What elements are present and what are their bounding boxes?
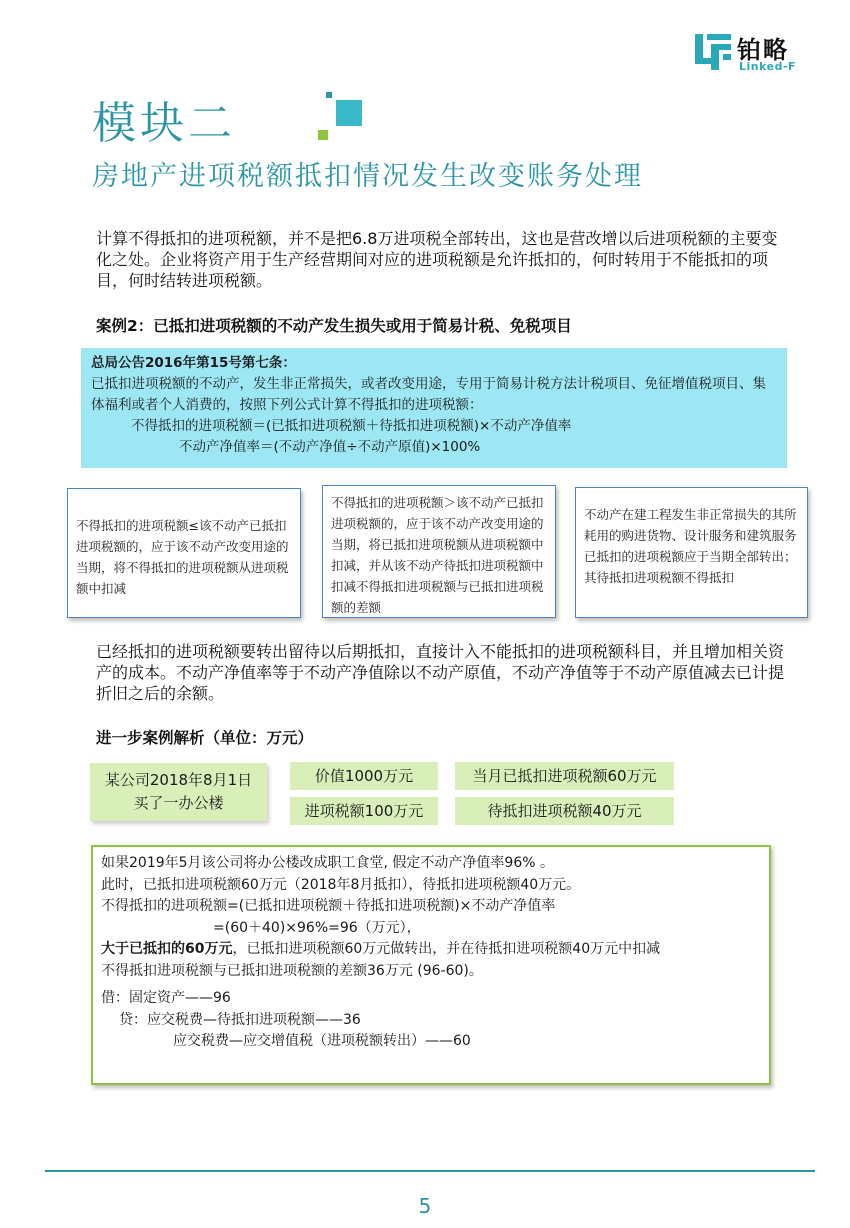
intro-paragraph: 计算不得抵扣的进项税额，并不是把6.8万进项税全部转出，这也是营改增以后进项税额的主要变化之处。企业将资产用于生产经营期间对应的进项税额是允许抵扣的，何时转用于不能抵扣的项目，何时结转进项税额。	[96, 229, 778, 290]
case-heading: 案例2：已抵扣进项税额的不动产发生损失或用于简易计税、免税项目	[96, 317, 572, 335]
calc-line-2: 此时，已抵扣进项税额60万元（2018年8月抵扣），待抵扣进项税额40万元。	[101, 876, 581, 893]
footer-divider	[45, 1170, 815, 1172]
linked-f-logo-icon	[693, 32, 733, 72]
brand-name-en: Linked-F	[739, 60, 797, 73]
decorative-squares-icon	[318, 92, 368, 144]
journal-debit: 借：固定资产——96	[101, 990, 231, 1006]
rule-formula-2: 不动产净值率＝(不动产净值÷不动产原值)×100%	[179, 439, 481, 455]
rule-formula-1: 不得抵扣的进项税额＝(已抵扣进项税额＋待抵扣进项税额)×不动产净值率	[131, 418, 572, 434]
calc-line-5-rest: ，已抵扣进项税额60万元做转出，并在待抵扣进项税额40万元中扣减	[232, 941, 661, 957]
fact-deducted: 当月已抵扣进项税额60万元	[455, 762, 674, 790]
explanation-paragraph: 已经抵扣的进项税额要转出留待以后期抵扣，直接计入不能抵扣的进项税额科目，并且增加相关资产的成本。不动产净值率等于不动产净值除以不动产原值，不动产净值等于不动产原值减去已计提折旧之后的余额。	[96, 642, 785, 703]
fact-input-tax: 进项税额100万元	[290, 797, 438, 825]
calc-line-6: 不得抵扣进项税额与已抵扣进项税额的差额36万元 (96-60)。	[101, 962, 483, 979]
fact-company-line-2: 买了一办公楼	[133, 794, 224, 812]
module-title: 模块二	[92, 98, 236, 149]
analysis-heading: 进一步案例解析（单位：万元）	[96, 729, 314, 747]
fact-pending: 待抵扣进项税额40万元	[455, 797, 674, 825]
calc-line-1: 如果2019年5月该公司将办公楼改成职工食堂, 假定不动产净值率96% 。	[101, 855, 555, 871]
rule-title: 总局公告2016年第15号第七条：	[91, 355, 296, 371]
condition-box-1: 不得抵扣的进项税额≤该不动产已抵扣进项税额的，应于该不动产改变用途的当期，将不得抵扣的进项税额从进项税额中扣减	[67, 488, 301, 618]
journal-credit-2: 应交税费—应交增值税（进项税额转出）——60	[173, 1033, 471, 1049]
page-number: 5	[418, 1194, 432, 1218]
calculation-box	[91, 845, 771, 1085]
brand-name-cn: 铂略	[737, 36, 789, 64]
brand-logo	[693, 30, 813, 76]
calc-line-5	[101, 939, 761, 961]
rule-body: 已抵扣进项税额的不动产，发生非正常损失，或者改变用途，专用于简易计税方法计税项目、免征增值税项目、集体福利或者个人消费的，按照下列公式计算不得抵扣的进项税额：	[91, 376, 766, 413]
journal-credit-1: 贷：应交税费—待抵扣进项税额——36	[119, 1011, 361, 1028]
condition-box-3: 不动产在建工程发生非正常损失的其所耗用的购进货物、设计服务和建筑服务已抵扣的进项税额应于当期全部转出；其待抵扣进项税额不得抵扣	[575, 487, 808, 618]
calc-line-5-bold: 大于已抵扣的60万元	[101, 941, 233, 957]
fact-value: 价值1000万元	[290, 762, 438, 790]
rule-box	[81, 348, 787, 468]
calc-line-3: 不得抵扣的进项税额=(已抵扣进项税额＋待抵扣进项税额)×不动产净值率	[101, 898, 556, 914]
calc-line-4: =(60＋40)×96%=96（万元），	[213, 919, 421, 936]
module-subtitle: 房地产进项税额抵扣情况发生改变账务处理	[92, 161, 643, 192]
condition-box-2: 不得抵扣的进项税额＞该不动产已抵扣进项税额的，应于该不动产改变用途的当期，将已抵扣进项税额从进项税额中扣减，并从该不动产待抵扣进项税额中扣减不得抵扣进项税额与已抵扣进项税额的差额	[322, 485, 556, 618]
fact-company	[90, 763, 267, 821]
fact-company-line-1: 某公司2018年8月1日	[104, 771, 253, 789]
